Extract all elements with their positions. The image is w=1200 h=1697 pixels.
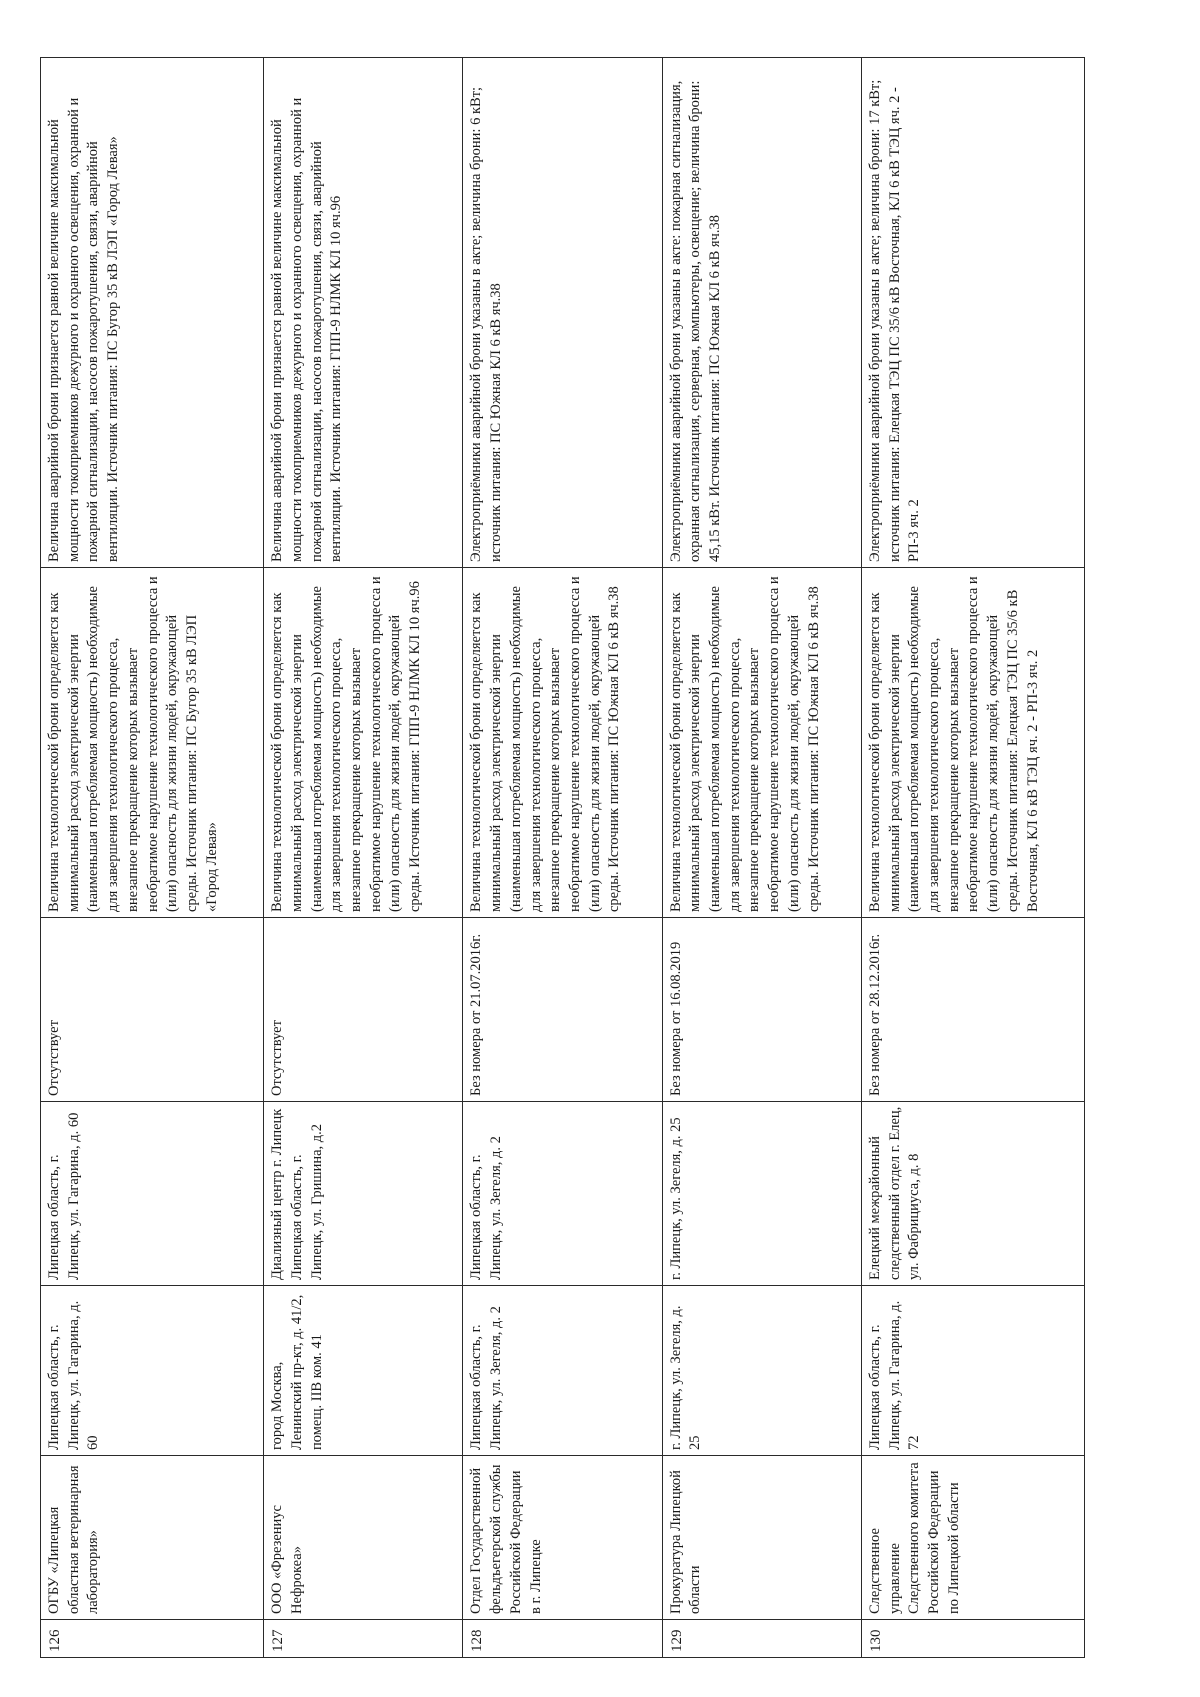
- object-address-cell: Липецкая область, г. Липецк, ул. Зегеля, д. 2: [463, 1102, 662, 1286]
- act-cell: Без номера от 21.07.2016г.: [463, 918, 662, 1102]
- rotated-table-page: [40, 58, 1085, 1658]
- object-address-cell: Диализный центр г. Липецк Липецкая область, г. Липецк, ул. Гришина, д.2: [264, 1102, 463, 1286]
- emergency-reserve-cell: Электроприёмники аварийной брони указаны в акте; величина брони: 6 кВт; источник питания: ПС Южная КЛ 6 кВ яч.38: [463, 58, 662, 568]
- table-row: [463, 58, 662, 1658]
- table-row: [41, 58, 264, 1658]
- tech-reserve-cell: Величина технологической брони определяется как минимальный расход электрической энергии (наименьшая потребляемая мощность) необходимые для завершения технологического процесса, внезапное прекращение которых вызывает необратимое нарушение технологического процесса и (или) опасность для жизни людей, окружающей среды. Источник питания: ПС Южная КЛ 6 кВ яч.38: [463, 568, 662, 918]
- act-cell: Без номера от 16.08.2019: [662, 918, 861, 1102]
- row-number: 128: [463, 1620, 662, 1658]
- reserve-table: [40, 57, 1085, 1658]
- table-row: [861, 58, 1084, 1658]
- object-address-cell: Липецкая область, г. Липецк, ул. Гагарина, д. 60: [41, 1102, 264, 1286]
- tech-reserve-cell: Величина технологической брони определяется как минимальный расход электрической энергии (наименьшая потребляемая мощность) необходимые для завершения технологического процесса, внезапное прекращение которых вызывает необратимое нарушение технологического процесса и (или) опасность для жизни людей, окружающей среды. Источник питания: ПС Южная КЛ 6 кВ яч.38: [662, 568, 861, 918]
- legal-address-cell: город Москва, Ленинский пр-кт, д. 41/2, помещ. IIВ ком. 41: [264, 1286, 463, 1456]
- emergency-reserve-cell: Электроприёмники аварийной брони указаны в акте; величина брони: 17 кВт; источник питания: Елецкая ТЭЦ ПС 35/6 кВ Восточная, КЛ 6 кВ ТЭЦ яч. 2 - РП-3 яч. 2: [861, 58, 1084, 568]
- legal-address-cell: г. Липецк, ул. Зегеля, д. 25: [662, 1286, 861, 1456]
- tech-reserve-cell: Величина технологической брони определяется как минимальный расход электрической энергии (наименьшая потребляемая мощность) необходимые для завершения технологического процесса, внезапное прекращение которых вызывает необратимое нарушение технологического процесса и (или) опасность для жизни людей, окружающей среды. Источник питания: ГПП-9 НЛМК КЛ 10 яч.96: [264, 568, 463, 918]
- emergency-reserve-cell: Электроприёмники аварийной брони указаны в акте: пожарная сигнализация, охранная сигнализация, серверная, компьютеры, освещение; величина брони: 45,15 кВт. Источник питания: ПС Южная КЛ 6 кВ яч.38: [662, 58, 861, 568]
- legal-address-cell: Липецкая область, г. Липецк, ул. Гагарина, д. 60: [41, 1286, 264, 1456]
- emergency-reserve-cell: Величина аварийной брони признается равной величине максимальной мощности токоприемников дежурного и охранного освещения, охранной и пожарной сигнализации, насосов пожаротушения, связи, аварийной вентиляции. Источник питания: ПС Бугор 35 кВ ЛЭП «Город Левая»: [41, 58, 264, 568]
- row-number: 130: [861, 1620, 1084, 1658]
- organization-cell: Отдел Государственной фельдъегерской службы Российской Федерации в г. Липецке: [463, 1456, 662, 1620]
- row-number: 127: [264, 1620, 463, 1658]
- tech-reserve-cell: Величина технологической брони определяется как минимальный расход электрической энергии (наименьшая потребляемая мощность) необходимые для завершения технологического процесса, внезапное прекращение которых вызывает необратимое нарушение технологического процесса и (или) опасность для жизни людей, окружающей среды. Источник питания: ПС Бугор 35 кВ ЛЭП «Город Левая»: [41, 568, 264, 918]
- object-address-cell: Елецкий межрайонный следственный отдел г. Елец, ул. Фабрициуса, д. 8: [861, 1102, 1084, 1286]
- organization-cell: Прокуратура Липецкой области: [662, 1456, 861, 1620]
- organization-cell: ООО «Фрезениус Нефрокеа»: [264, 1456, 463, 1620]
- row-number: 126: [41, 1620, 264, 1658]
- organization-cell: Следственное управление Следственного комитета Российской Федерации по Липецкой области: [861, 1456, 1084, 1620]
- legal-address-cell: Липецкая область, г. Липецк, ул. Гагарина, д. 72: [861, 1286, 1084, 1456]
- object-address-cell: г. Липецк, ул. Зегеля, д. 25: [662, 1102, 861, 1286]
- act-cell: Отсутствует: [41, 918, 264, 1102]
- legal-address-cell: Липецкая область, г. Липецк, ул. Зегеля, д. 2: [463, 1286, 662, 1456]
- organization-cell: ОГБУ «Липецкая областная ветеринарная лаборатория»: [41, 1456, 264, 1620]
- emergency-reserve-cell: Величина аварийной брони признается равной величине максимальной мощности токоприемников дежурного и охранного освещения, охранной и пожарной сигнализации, насосов пожаротушения, связи, аварийной вентиляции. Источник питания: ГПП-9 НЛМК КЛ 10 яч.96: [264, 58, 463, 568]
- table-row: [662, 58, 861, 1658]
- act-cell: Без номера от 28.12.2016г.: [861, 918, 1084, 1102]
- row-number: 129: [662, 1620, 861, 1658]
- tech-reserve-cell: Величина технологической брони определяется как минимальный расход электрической энергии (наименьшая потребляемая мощность) необходимые для завершения технологического процесса, внезапное прекращение которых вызывает необратимое нарушение технологического процесса и (или) опасность для жизни людей, окружающей среды. Источник питания: Елецкая ТЭЦ ПС 35/6 кВ Восточная, КЛ 6 кВ ТЭЦ яч. 2 - РП-3 яч. 2: [861, 568, 1084, 918]
- table-row: [264, 58, 463, 1658]
- act-cell: Отсутствует: [264, 918, 463, 1102]
